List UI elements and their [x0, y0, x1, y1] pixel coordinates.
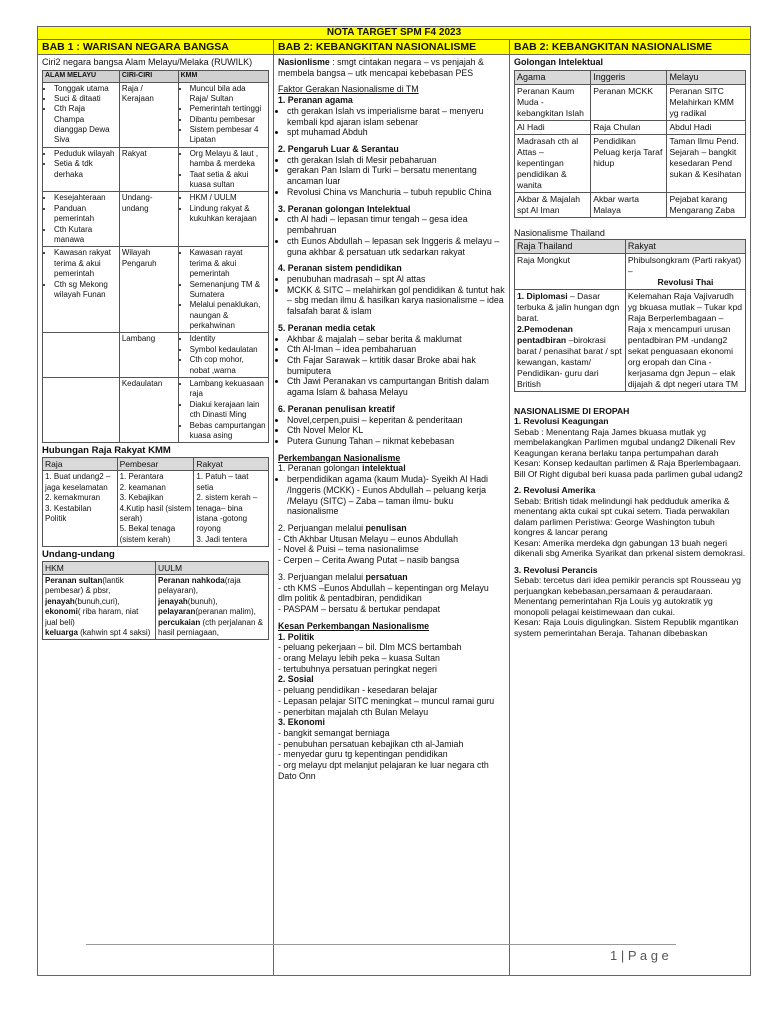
- list-item: • Setia & tdk derhaka: [54, 159, 117, 180]
- list-item: • cth Al hadi – lepasan timur tengah – gesa idea pembahruan: [287, 214, 505, 235]
- list-item: - cth KMS –Eunos Abdullah – kepentingan org Melayu dlm politik & pentadbiran, pendidikan: [278, 582, 489, 604]
- perk1-list: [278, 474, 505, 517]
- gol-cell: Raja Chulan: [591, 120, 667, 134]
- ciri-kmm-list: [181, 379, 266, 441]
- hub-line: 3. Jadi tentera: [196, 534, 248, 544]
- ciri-kmm-cell: [178, 82, 268, 147]
- uu-col-head: UULM: [156, 561, 269, 574]
- hub-line: 4.Kutip hasil (sistem serah): [119, 503, 192, 523]
- ciri-kmm-list: [181, 334, 266, 376]
- gol-cell: Peranan SITC Melahirkan KMM yg radikal: [667, 84, 746, 120]
- list-item: • Symbol kedaulatan: [190, 345, 266, 355]
- law-term: jenayah: [45, 596, 75, 606]
- list-item: - penerbitan majalah cth Bulan Melayu: [278, 706, 429, 717]
- ciri-kmm-cell: [178, 378, 268, 443]
- list-item: - penubuhan persatuan kebajikan cth al-Jamiah: [278, 738, 464, 749]
- law-detail: (raja pelayaran),: [158, 576, 241, 596]
- law-detail: (bunuh,curi),: [74, 596, 120, 606]
- thai-col-head: Raja Thailand: [515, 239, 626, 253]
- ciri-row: [43, 333, 269, 378]
- thai-col-head: Rakyat: [625, 239, 745, 253]
- ciri-alam-list: [45, 193, 117, 245]
- hub-col-head: Pembesar: [117, 457, 194, 470]
- law-term: ekonomi: [45, 607, 78, 617]
- section-headers: [38, 40, 750, 55]
- eropah-title: NASIONALISME DI EROPAH: [514, 405, 630, 416]
- thai-dasar-item: [517, 291, 623, 324]
- hub-line: 2. sistem kerah – tenaga– bina istana -gotong royong: [196, 493, 258, 534]
- intro-definition: : smgt cintakan negara – vs penjajah & membela bangsa – utk mencapai kebebasan PES: [278, 57, 484, 78]
- gol-row: [515, 134, 746, 192]
- list-item: • Taat setia & akui kuasa sultan: [190, 170, 266, 191]
- list-item: • Diakui kerajaan lain cth Dinasti Ming: [190, 400, 266, 421]
- law-item: [45, 597, 153, 607]
- thai-dasar-term: 2.Pemodenan pentadbiran: [517, 323, 573, 345]
- faktor-items: [278, 155, 505, 198]
- ciri-alam-cell: [43, 378, 120, 443]
- gol-cell: Taman Ilmu Pend. Sejarah – bangkit kesedaran Pend sukan & Kesihatan: [667, 134, 746, 192]
- law-detail: (lantik pembesar) & pbsr,: [45, 576, 124, 596]
- gol-col-head: Agama: [515, 70, 591, 84]
- rev3-sebab: Sebab: tercetus dari idea pemikir perancis spt Rousseau yg perjuangkan kebebasan,persamaan & peraudaraan. Menentang pemerintahan Rja Louis yg autokratik yg monopoli pelagai keistimewaan dan cukai.: [514, 575, 741, 617]
- ciri-col-head: CIRI-CIRI: [119, 70, 178, 82]
- list-item: • gerakan Pan Islam di Turki – bersatu menentang ancaman luar: [287, 165, 505, 186]
- ciri-alam-list: [45, 149, 117, 180]
- ciri-kmm-cell: [178, 333, 268, 378]
- ciri-table: [42, 70, 269, 443]
- perkembangan-title: Perkembangan Nasionalisme: [278, 452, 401, 463]
- faktor-heading: 2. Pengaruh Luar & Serantau: [278, 144, 399, 155]
- ciri-alam-cell: [43, 247, 120, 333]
- hubungan-table: [42, 457, 269, 547]
- rev2-kesan: Kesan: Amerika merdeka dgn gabungan 13 buah negeri dikenali sbg Amerika Syarikat dan prkenal sistem demokrasi.: [514, 537, 746, 559]
- hub-rakyat-cell: [194, 471, 269, 547]
- perk2-list: [278, 534, 505, 566]
- thai-revolusi: Revolusi Thai: [657, 276, 714, 287]
- list-item: • Org Melayu & laut , hamba & merdeka: [190, 149, 266, 170]
- thai-dasar-term: 1. Diplomasi: [517, 290, 568, 301]
- hkm-cell: [43, 575, 156, 640]
- law-item: [158, 607, 266, 617]
- law-item: [45, 607, 153, 628]
- ciri-alam-cell: [43, 333, 120, 378]
- list-item: - menyedar guru tg kepentingan pendidikan: [278, 749, 448, 760]
- kesan-heading: 2. Sosial: [278, 674, 314, 685]
- list-item: • Cth Jawi Peranakan vs campurtangan British dalam agama Islam & bahasa Melayu: [287, 376, 505, 397]
- thailand-title: Nasionalisme Thailand: [514, 227, 605, 238]
- law-item: [45, 576, 153, 597]
- law-item: [158, 576, 266, 597]
- list-item: • Novel,cerpen,puisi – keperitan & penderitaan: [287, 415, 505, 426]
- list-item: • Cth Raja Champa dianggap Dewa Siva: [54, 104, 117, 146]
- ciri-row: [43, 147, 269, 192]
- gol-row: [515, 192, 746, 217]
- hub-line: 1. Patuh – taat setia: [196, 472, 249, 492]
- law-item: [158, 597, 266, 607]
- ciri-row: [43, 378, 269, 443]
- list-item: - peluang pendidikan - kesedaran belajar: [278, 685, 438, 696]
- ciri-label-cell: Lambang: [119, 333, 178, 378]
- list-item: - orang Melayu lebih peka – kuasa Sultan: [278, 652, 440, 663]
- rev3-title: 3. Revolusi Perancis: [514, 564, 598, 575]
- uulm-cell: [156, 575, 269, 640]
- faktor-heading: 6. Peranan penulisan kreatif: [278, 403, 395, 414]
- perk3-label: 3. Perjuangan melalui: [278, 571, 366, 582]
- thai-dasar-item: [517, 324, 623, 390]
- gol-cell: Peranan Kaum Muda - kebangkitan Islah: [515, 84, 591, 120]
- ciri-label-cell: Raja / Kerajaan: [119, 82, 178, 147]
- list-item: • berpendidikan agama (kaum Muda)- Syeikh Al Hadi /Inggeris (MCKK) - Eunos Abdullah – peluang kerja /Melayu (SITC) – Zaba – taman ilmu- buku nasionalisme: [287, 474, 505, 517]
- law-detail: (kahwin spt 4 saksi): [77, 627, 151, 637]
- list-item: • HKM / UULM: [190, 193, 266, 203]
- faktor-heading: 1. Peranan agama: [278, 95, 353, 106]
- faktor-heading: 4. Peranan sistem pendidikan: [278, 263, 402, 274]
- list-item: • Peduduk wilayah: [54, 149, 117, 159]
- list-item: • Cth Novel Melor KL: [287, 425, 505, 436]
- golongan-title: Golongan Intelektual: [514, 57, 604, 67]
- gol-col-head: Melayu: [667, 70, 746, 84]
- list-item: - Cth Akhbar Utusan Melayu – eunos Abdullah: [278, 533, 458, 544]
- ciri-label-cell: Wilayah Pengaruh: [119, 247, 178, 333]
- law-term: keluarga: [45, 627, 78, 637]
- header-bab1: BAB 1 : WARISAN NEGARA BANGSA: [38, 40, 274, 54]
- ciri-col-head: KMM: [178, 70, 268, 82]
- list-item: • Kesejahteraan: [54, 193, 117, 203]
- list-item: - org melayu dpt melanjut pelajaran ke luar negara cth Dato Onn: [278, 760, 489, 781]
- undang-title: Undang-undang: [42, 549, 115, 561]
- hub-raja-cell: [43, 471, 118, 547]
- kesan-heading: 1. Politik: [278, 631, 315, 642]
- perk1-bold: intelektual: [362, 463, 406, 474]
- ciri-row: [43, 247, 269, 333]
- law-term: Peranan nahkoda: [158, 576, 225, 585]
- list-item: • cth gerakan Islah di Mesir pebaharuan: [287, 155, 505, 166]
- list-item: • Muncul bila ada Raja/ Sultan: [190, 84, 266, 105]
- hub-line: 3. Kebajikan: [119, 493, 164, 503]
- faktor-items: [278, 334, 505, 398]
- perk2-label: 2. Perjuangan melalui: [278, 523, 366, 534]
- perk2-bold: penulisan: [365, 523, 407, 534]
- ciri-row: [43, 82, 269, 147]
- law-item: [158, 618, 266, 639]
- law-term: percukaian: [158, 617, 201, 627]
- faktor-title: Faktor Gerakan Nasionalisme di TM: [278, 84, 419, 95]
- header-bab2-b: BAB 2: KEBANGKITAN NASIONALISME: [514, 41, 713, 53]
- ciri-kmm-list: [181, 149, 266, 191]
- rev3-kesan: Kesan: Raja Louis digulingkan. Sistem Republik mgantikan system pemerintahan Beraja. Tahanan dibebaskan: [514, 617, 739, 638]
- faktor-items: [278, 106, 505, 138]
- faktor-items: [278, 415, 505, 447]
- undang-table: [42, 561, 269, 641]
- kesan-heading: 3. Ekonomi: [278, 717, 325, 728]
- law-item: [45, 628, 153, 638]
- ciri-alam-list: [45, 248, 117, 300]
- column-bab2-intelektual: [510, 55, 750, 975]
- list-item: • Akhbar & majalah – sebar berita & maklumat: [287, 334, 505, 345]
- perk2-heading: [278, 523, 505, 534]
- hub-col-head: Raja: [43, 457, 118, 470]
- kesan-title: Kesan Perkembangan Nasionalisme: [278, 620, 430, 631]
- list-item: • MCKK & SITC – melahirkan gol pendidikan & tuntut hak – sbg medan ilmu & hasilkan karya nasionalisme – idea falsafah barat & islam: [287, 285, 505, 317]
- ciri-label-cell: Rakyat: [119, 147, 178, 192]
- law-detail: ( riba haram, niat jual beli): [45, 607, 139, 627]
- header-bab2-a: BAB 2: KEBANGKITAN NASIONALISME: [274, 40, 510, 54]
- intro-text: [278, 57, 505, 78]
- doc-title: NOTA TARGET SPM F4 2023: [38, 27, 750, 40]
- thai-dasar-detail: –birokrasi barat / penasihat barat / spt kewangan, kastam/ Pendidikan- guru dari British: [517, 334, 622, 389]
- hub-line: 1. Buat undang2 – jaga keselamatan: [45, 472, 111, 492]
- gol-col-head: Inggeris: [591, 70, 667, 84]
- faktor-list: [278, 95, 505, 447]
- hub-line: 3. Kestabilan Politik: [45, 503, 92, 523]
- ciri-title: Ciri2 negara bangsa Alam Melayu/Melaka (RUWILK): [42, 57, 253, 67]
- faktor-heading: 3. Peranan golongan Intelektual: [278, 203, 411, 214]
- list-item: • Bebas campurtangan kuasa asing: [190, 421, 266, 442]
- kesan-list: [278, 632, 505, 782]
- gol-cell: Abdul Hadi: [667, 120, 746, 134]
- gol-cell: Akbar warta Malaya: [591, 192, 667, 217]
- notes-sheet: [37, 26, 751, 976]
- list-item: • Tonggak utama: [54, 84, 117, 94]
- list-item: • Dibantu pembesar: [190, 115, 266, 125]
- rev1-title: 1. Revolusi Keagungan: [514, 416, 609, 427]
- intro-term: Nasionlisme: [278, 57, 330, 67]
- law-detail: (cth perjalanan & hasil perniagaan,: [158, 617, 263, 637]
- perk3-bold: persatuan: [365, 571, 408, 582]
- list-item: - bangkit semangat berniaga: [278, 727, 390, 738]
- list-item: • Pemerintah tertinggi: [190, 104, 266, 114]
- hub-col-head: Rakyat: [194, 457, 269, 470]
- hubungan-title: Hubungan Raja Rakyat KMM: [42, 445, 171, 457]
- list-item: • Lambang kekuasaan raja: [190, 379, 266, 400]
- list-item: - PASPAM – bersatu & bertukar pendapat: [278, 604, 441, 615]
- gol-cell: Madrasah cth al Attas – kepentingan pendidikan & wanita: [515, 134, 591, 192]
- law-term: jenayah: [158, 596, 188, 606]
- thailand-table: [514, 239, 746, 392]
- ciri-kmm-list: [181, 193, 266, 224]
- list-item: - tertubuhnya persatuan peringkat negeri: [278, 663, 437, 674]
- thai-kesan-cell: Kelemahan Raja Vajivarudh yg bkuasa mutlak – Tukar kpd Raja Berperlembagaan – Raja x mencampuri urusan pentadbiran PM -undang2 sekat penguasaan ekonomi org eropah dan Cina - kerjasama dgn Jepun – elak dijajah & dpt negeri utara TM: [625, 289, 745, 391]
- rev1-sebab: Sebab : Menentang Raja James bkuasa mutlak yg membelakangkan Parlimen mgubal undang2 Dikenali Rev Keagungan kerana berlaku tanpa pertumpahan darah: [514, 426, 736, 458]
- list-item: - Lepasan pelajar SITC meningkat – muncul ramai guru: [278, 695, 495, 706]
- faktor-items: [278, 274, 505, 317]
- rev2-sebab: Sebab: British tidak melindungi hak pedduduk amerika & menentang akta cukai spt cukai setem. Tiada perwakilan dalam parlimen Peristiwa: George Washington tubuh kongres & lancar perang: [514, 495, 730, 538]
- list-item: • Identity: [190, 334, 266, 344]
- hub-line: 5. Bekal tenaga (sistem kerah): [119, 524, 176, 544]
- list-item: • Lindung rakyat & kukuhkan kerajaan: [190, 204, 266, 225]
- thai-dasar-detail: – Dasar terbuka & jalin hungan dgn barat.: [517, 290, 620, 323]
- list-item: - Cerpen – Cerita Awang Putat – nasib bangsa: [278, 555, 460, 566]
- list-item: • Cth sg Mekong wilayah Funan: [54, 280, 117, 301]
- ciri-label-cell: Undang-undang: [119, 192, 178, 247]
- gol-cell: Al Hadi: [515, 120, 591, 134]
- perk3-list: [278, 583, 505, 615]
- ciri-alam-cell: [43, 192, 120, 247]
- list-item: • Cth cop mohor, nobat ,warna: [190, 355, 266, 376]
- faktor-heading: 5. Peranan media cetak: [278, 322, 376, 333]
- gol-row: [515, 84, 746, 120]
- column-bab2-nasionalisme: [274, 55, 510, 975]
- list-item: • Cth Fajar Sarawak – krtitik dasar Broke abai hak bumiputera: [287, 355, 505, 376]
- list-item: • Melalui penaklukan, naungan & perkahwinan: [190, 300, 266, 331]
- list-item: • cth gerakan Islah vs imperialisme barat – menyeru kembali kpd ajaran islam sebenar: [287, 106, 505, 127]
- thai-dasar-cell: [515, 289, 626, 391]
- column-bab1: [38, 55, 274, 975]
- ciri-kmm-cell: [178, 192, 268, 247]
- faktor-items: [278, 214, 505, 257]
- list-item: • spt muhamad Abduh: [287, 127, 505, 138]
- list-item: • cth Eunos Abdullah – lepasan sek Inggeris & melayu – guna akhbar & persatuan utk sedarkan rakyat: [287, 236, 505, 257]
- thai-rakyat-cell: [625, 253, 745, 289]
- thai-parti: Phibulsongkram (Parti rakyat) –: [627, 254, 742, 276]
- law-term: pelayaran: [158, 607, 196, 617]
- list-item: • Kawasan rakyat terima & akui pemerintah: [54, 248, 117, 279]
- list-item: • Revolusi China vs Manchuria – tubuh republic China: [287, 187, 505, 198]
- ciri-label-cell: Kedaulatan: [119, 378, 178, 443]
- list-item: • Cth Kutara manawa: [54, 225, 117, 246]
- list-item: • Kawasan rayat terima & akui pemerintah: [190, 248, 266, 279]
- ciri-kmm-list: [181, 84, 266, 146]
- rev1-kesan: Kesan: Konsep kedaultan parlimen & Raja Bperlembagaan. Bill Of Right digubal beri kuasa pada parlimen gubal udang2: [514, 458, 743, 479]
- rev2-title: 2. Revolusi Amerika: [514, 485, 596, 496]
- ciri-alam-list: [45, 84, 117, 146]
- perk1-heading: [278, 463, 505, 474]
- page-number: 1 | P a g e: [610, 948, 669, 963]
- ciri-kmm-cell: [178, 147, 268, 192]
- list-item: - Novel & Puisi – tema nasionalimse: [278, 544, 419, 555]
- ciri-alam-cell: [43, 82, 120, 147]
- hub-line: 1. Perantara: [119, 472, 164, 482]
- list-item: - peluang pekerjaan – bil. Dlm MCS bertambah: [278, 642, 462, 653]
- law-detail: (peranan malim),: [195, 607, 256, 617]
- gol-cell: Pejabat karang Mengarang Zaba: [667, 192, 746, 217]
- gol-cell: Peranan MCKK: [591, 84, 667, 120]
- list-item: • penubuhan madrasah – spt Al attas: [287, 274, 505, 285]
- list-item: • Suci & ditaati: [54, 94, 117, 104]
- hub-line: 2. kemakmuran: [45, 493, 101, 503]
- uu-col-head: HKM: [43, 561, 156, 574]
- gol-cell: Akbar & Majalah spt Al Iman: [515, 192, 591, 217]
- list-item: • Cth Al-Iman – idea pembaharuan: [287, 344, 505, 355]
- hub-pembesar-cell: [117, 471, 194, 547]
- footer-divider: [86, 944, 676, 945]
- ciri-row: [43, 192, 269, 247]
- ciri-kmm-cell: [178, 247, 268, 333]
- perk3-heading: [278, 572, 505, 583]
- law-detail: (bunuh),: [187, 596, 218, 606]
- hub-line: 2. keamanan: [119, 482, 166, 492]
- thai-raja-cell: Raja Mongkut: [515, 253, 626, 289]
- list-item: • Semenanjung TM & Sumatera: [190, 280, 266, 301]
- law-term: Peranan sultan: [45, 576, 103, 585]
- list-item: • Sistem pembesar 4 Lipatan: [190, 125, 266, 146]
- gol-cell: Pendidikan Peluag kerja Taraf hidup: [591, 134, 667, 192]
- ciri-kmm-list: [181, 248, 266, 331]
- gol-row: [515, 120, 746, 134]
- ciri-alam-cell: [43, 147, 120, 192]
- perk1-label: 1. Peranan golongan: [278, 463, 363, 474]
- ciri-col-head: ALAM MELAYU: [43, 70, 120, 82]
- list-item: • Panduan pemerintah: [54, 204, 117, 225]
- golongan-table: [514, 70, 746, 218]
- list-item: • Putera Gunung Tahan – nikmat kebebasan: [287, 436, 505, 447]
